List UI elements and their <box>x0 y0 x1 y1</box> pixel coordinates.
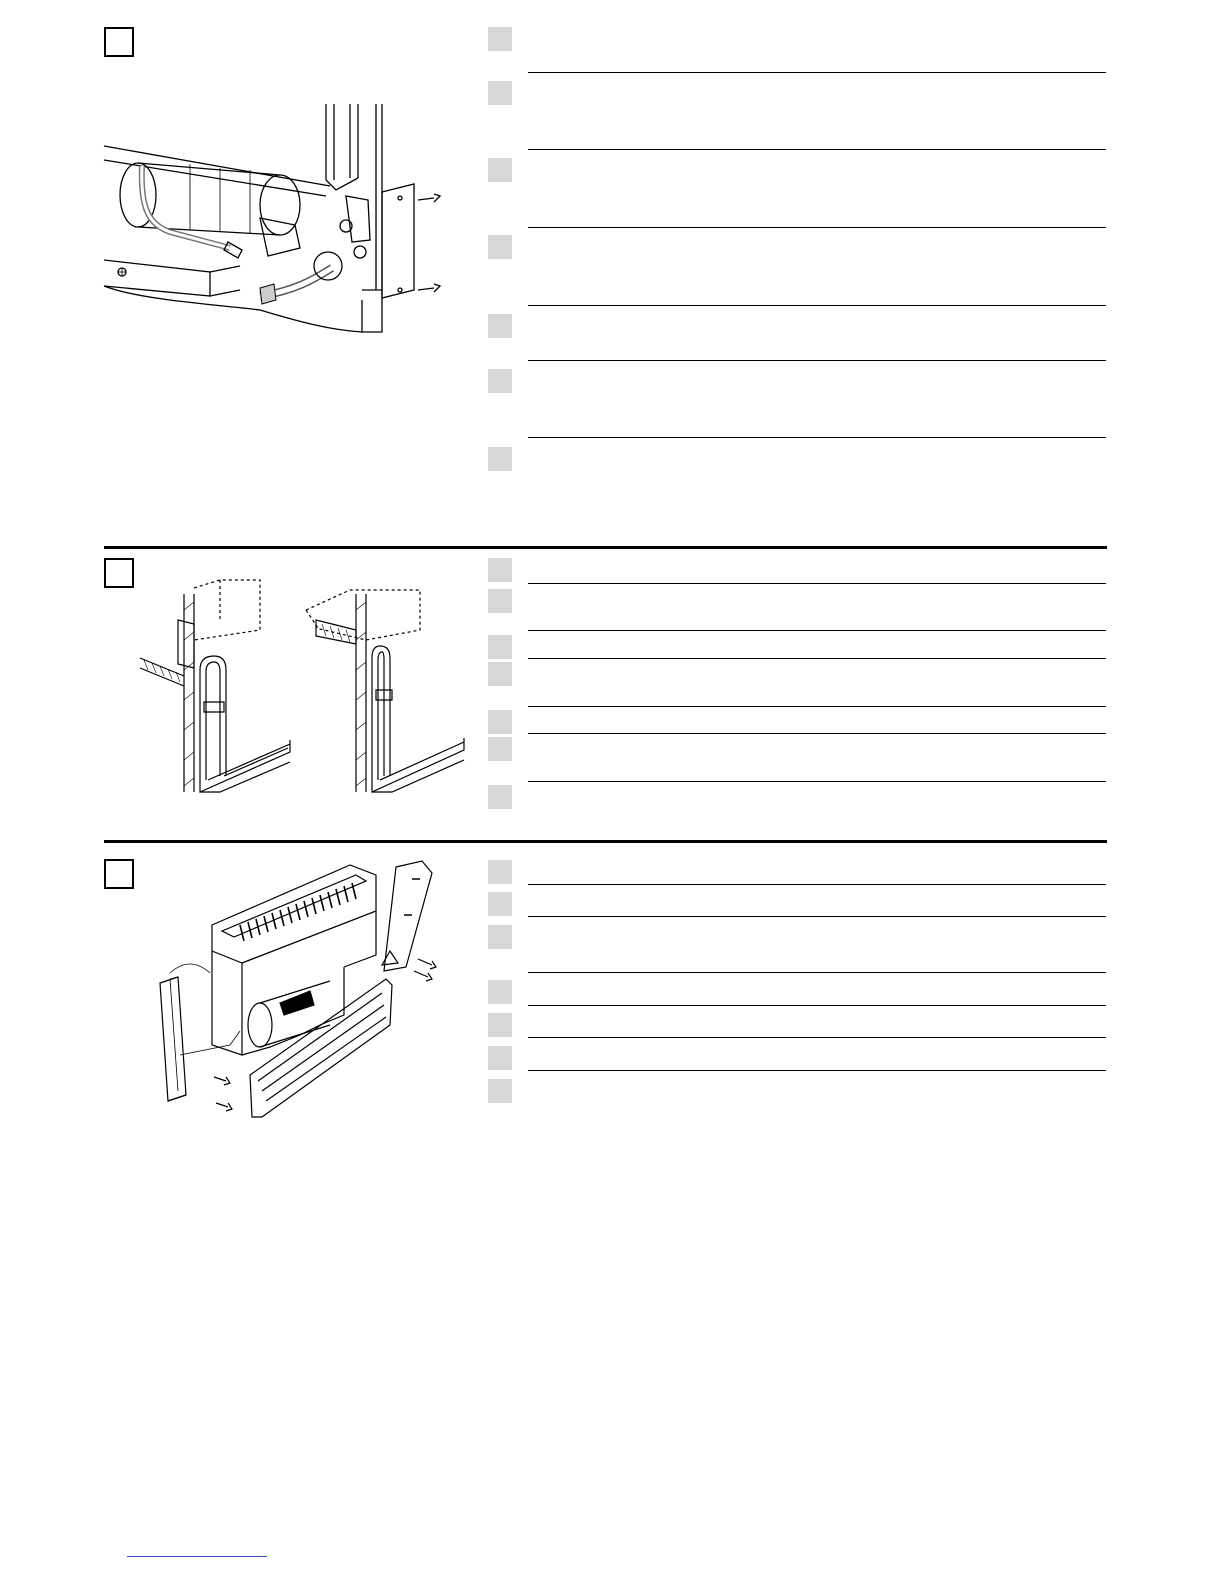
section-divider <box>104 840 1107 843</box>
language-tab-1-2 <box>488 81 512 105</box>
language-tab-2-3 <box>488 635 512 659</box>
row-divider <box>528 149 1106 150</box>
row-divider <box>528 706 1106 707</box>
row-divider <box>528 1070 1106 1071</box>
footer-rule <box>127 1556 267 1557</box>
row-divider <box>528 583 1106 584</box>
row-divider <box>528 227 1106 228</box>
language-tab-3-6 <box>488 1046 512 1070</box>
language-tab-2-7 <box>488 785 512 809</box>
step-box-1 <box>104 27 134 57</box>
row-divider <box>528 916 1106 917</box>
language-tab-2-4 <box>488 662 512 686</box>
row-divider <box>528 781 1106 782</box>
language-tab-3-4 <box>488 980 512 1004</box>
row-divider <box>528 1005 1106 1006</box>
row-divider <box>528 733 1106 734</box>
language-tab-1-3 <box>488 158 512 182</box>
row-divider <box>528 305 1106 306</box>
row-divider <box>528 884 1106 885</box>
drain-routing-illustration <box>140 580 470 800</box>
language-tab-3-7 <box>488 1079 512 1103</box>
language-tab-3-1 <box>488 860 512 884</box>
language-tab-1-5 <box>488 314 512 338</box>
section-divider <box>104 546 1107 549</box>
row-divider <box>528 72 1106 73</box>
row-divider <box>528 658 1106 659</box>
language-tab-2-1 <box>488 558 512 582</box>
step-box-2 <box>104 558 134 588</box>
row-divider <box>528 1037 1106 1038</box>
row-divider <box>528 630 1106 631</box>
language-tab-1-7 <box>488 447 512 471</box>
language-tab-3-5 <box>488 1013 512 1037</box>
language-tab-2-2 <box>488 589 512 613</box>
step-box-3 <box>104 859 134 889</box>
drain-hose-connection-illustration <box>100 100 450 340</box>
language-tab-1-4 <box>488 235 512 259</box>
row-divider <box>528 360 1106 361</box>
language-tab-3-3 <box>488 925 512 949</box>
side-panel-assembly-illustration <box>150 855 450 1125</box>
row-divider <box>528 437 1106 438</box>
language-tab-2-6 <box>488 737 512 761</box>
language-tab-1-6 <box>488 369 512 393</box>
row-divider <box>528 972 1106 973</box>
language-tab-1-1 <box>488 27 512 51</box>
language-tab-2-5 <box>488 710 512 734</box>
language-tab-3-2 <box>488 892 512 916</box>
